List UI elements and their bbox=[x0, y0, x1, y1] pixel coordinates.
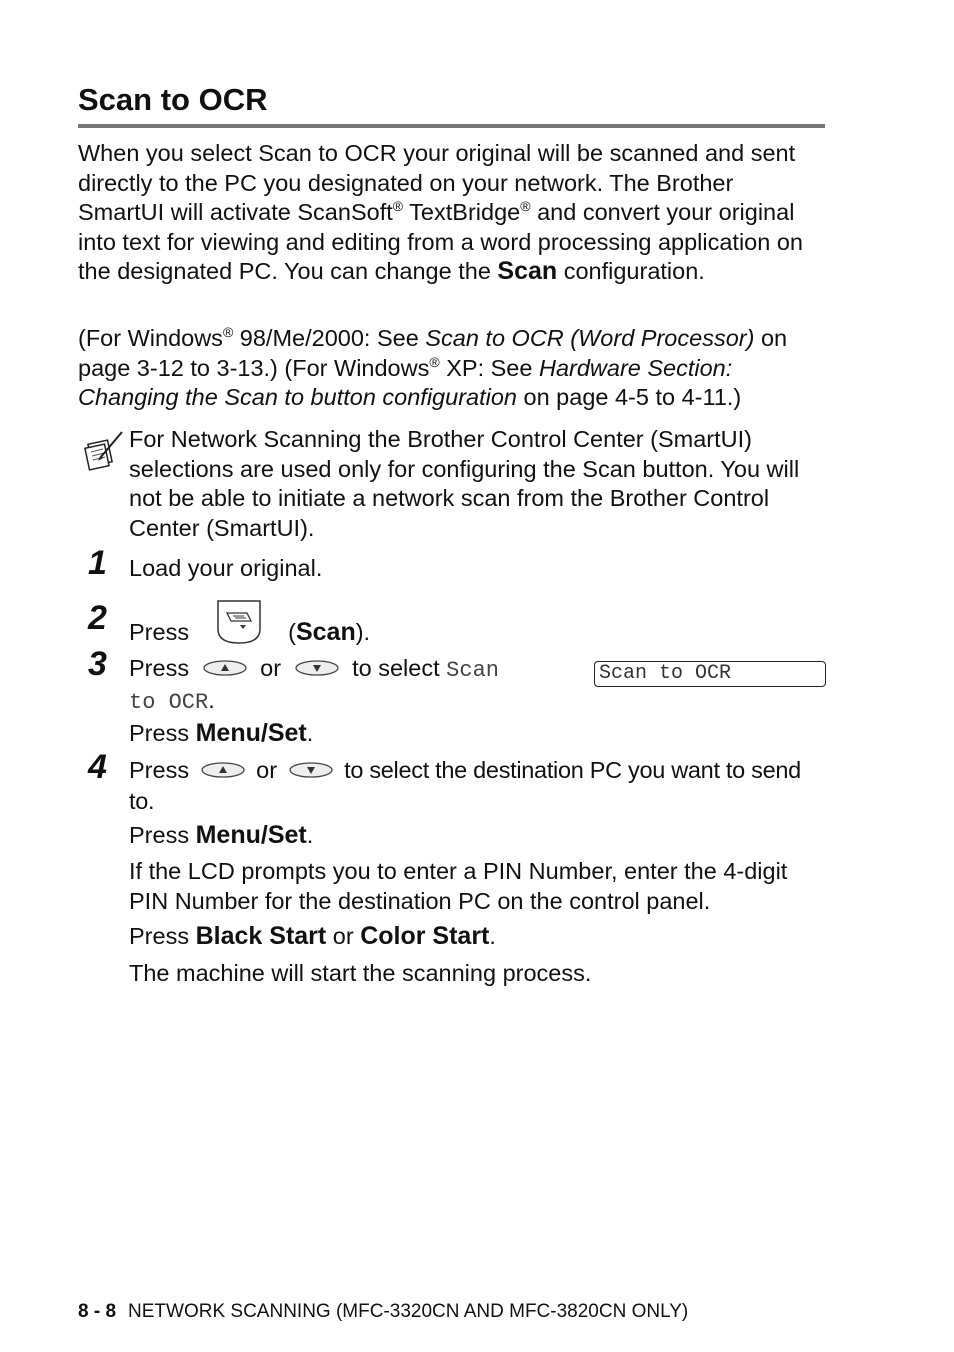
step-1-number: 1 bbox=[88, 544, 107, 582]
step-4-text: Press or to select the destination PC you want to send to. bbox=[129, 757, 801, 814]
up-arrow-key-icon bbox=[200, 757, 246, 787]
step-3-text: Press or to select Scan to OCR. bbox=[129, 655, 499, 715]
down-arrow-key-icon bbox=[294, 655, 340, 685]
step-1-text: Load your original. bbox=[129, 555, 323, 581]
note-pencil-icon bbox=[84, 428, 126, 472]
scan-key-icon bbox=[214, 599, 264, 653]
title-rule bbox=[78, 124, 825, 128]
chapter-title: NETWORK SCANNING (MFC-3320CN AND MFC-3820CN ONLY) bbox=[128, 1301, 689, 1322]
intro-paragraph-2: (For Windows® 98/Me/2000: See Scan to OCR (Word Processor) on page 3-12 to 3-13.) (For Windows® XP: See Hardware Section: Changing the Scan to button configuration on page 4-5 to 4-11.) bbox=[78, 324, 788, 410]
step-4-press-menu: Press Menu/Set. bbox=[129, 821, 314, 849]
page-title: Scan to OCR bbox=[78, 82, 268, 117]
step-2-text: Press (Scan). bbox=[129, 607, 824, 661]
down-arrow-key-icon bbox=[288, 757, 334, 787]
step-4-final: The machine will start the scanning process. bbox=[129, 960, 592, 986]
step-4-press-start: Press Black Start or Color Start. bbox=[129, 922, 496, 950]
note-text: For Network Scanning the Brother Control Center (SmartUI) selections are used only for configuring the Scan button. You will not be able to initiate a network scan from the Brother Control Center (SmartUI). bbox=[129, 426, 800, 541]
step-4-number: 4 bbox=[88, 748, 107, 786]
step-3-press-menu: Press Menu/Set. bbox=[129, 719, 314, 747]
up-arrow-key-icon bbox=[202, 655, 248, 685]
step-4-pin-text: If the LCD prompts you to enter a PIN Number, enter the 4-digit PIN Number for the destination PC on the control panel. bbox=[129, 858, 788, 914]
step-2-number: 2 bbox=[88, 599, 107, 637]
page-number: 8 - 8 bbox=[78, 1301, 117, 1322]
lcd-display: Scan to OCR bbox=[594, 661, 826, 687]
page-footer bbox=[78, 1301, 688, 1323]
step-3-number: 3 bbox=[88, 645, 107, 683]
intro-paragraph-1: When you select Scan to OCR your original will be scanned and sent directly to the PC you designated on your network. The Brother SmartUI will activate ScanSoft® TextBridge® and convert your original into text for viewing and editing from a word processing application on the designated PC. You can change the Scan configuration. bbox=[78, 140, 803, 285]
